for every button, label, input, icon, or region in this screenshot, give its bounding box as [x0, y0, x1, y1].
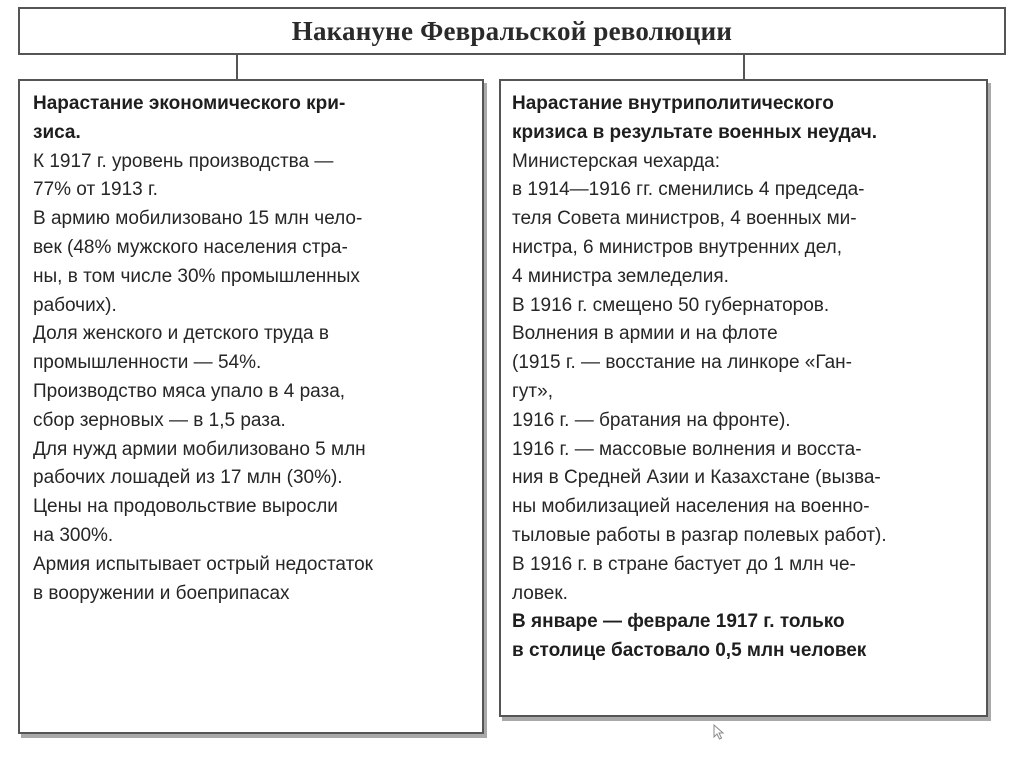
panel-line: рабочих). [33, 294, 117, 316]
panel-line: в вооружении и боеприпасах [33, 582, 290, 604]
panel-line: Волнения в армии и на флоте [512, 323, 778, 345]
political-crisis-panel [499, 79, 988, 717]
panel-line: зиса. [33, 121, 81, 143]
panel-line: Доля женского и детского труда в [33, 323, 329, 345]
connector-right [743, 55, 745, 82]
panel-line: сбор зерновых — в 1,5 раза. [33, 409, 286, 431]
panel-line: В 1916 г. смещено 50 губернаторов. [512, 294, 830, 316]
panel-line: в столице бастовало 0,5 млн человек [512, 640, 867, 662]
panel-line: кризиса в результате военных неудач. [512, 121, 878, 143]
connector-left [236, 55, 238, 82]
title-box [18, 7, 1006, 55]
panel-line: тыловые работы в разгар полевых работ). [512, 524, 887, 546]
panel-line: ны мобилизацией населения на военно- [512, 496, 870, 518]
diagram-title: Накануне Февральской революции [291, 15, 733, 46]
panel-line: 1916 г. — братания на фронте). [512, 409, 791, 431]
panel-line: на 300%. [33, 524, 114, 546]
panel-line: Нарастание экономического кри- [33, 93, 346, 114]
panel-line: рабочих лошадей из 17 млн (30%). [33, 467, 343, 489]
panel-line: В 1916 г. в стране бастует до 1 млн че- [512, 553, 856, 575]
panel-line: Для нужд армии мобилизовано 5 млн [33, 438, 366, 460]
panel-line: (1915 г. — восстание на линкоре «Ган- [512, 352, 852, 374]
panel-line: Нарастание внутриполитического [512, 93, 834, 114]
panel-line: ния в Средней Азии и Казахстане (вызва- [512, 467, 881, 489]
panel-line: ловек. [512, 582, 568, 604]
panel-line: Армия испытывает острый недостаток [33, 553, 373, 575]
mouse-pointer-icon [713, 724, 725, 740]
panel-line: Производство мяса упало в 4 раза, [33, 380, 346, 402]
panel-line: В январе — феврале 1917 г. только [512, 611, 845, 633]
panel-line: промышленности — 54%. [33, 352, 262, 374]
panel-line: нистра, 6 министров внутренних дел, [512, 236, 843, 258]
economic-crisis-panel [18, 79, 484, 734]
panel-line: 77% от 1913 г. [33, 179, 158, 201]
panel-line: Министерская чехарда: [512, 150, 720, 172]
panel-line: в 1914—1916 гг. сменились 4 председа- [512, 179, 865, 201]
panel-line: век (48% мужского населения стра- [33, 236, 348, 258]
panel-line: Цены на продовольствие выросли [33, 496, 338, 518]
panel-line: 4 министра земледелия. [512, 265, 729, 287]
panel-line: 1916 г. — массовые волнения и восста- [512, 438, 862, 460]
panel-line: гут», [512, 380, 553, 402]
panel-line: К 1917 г. уровень производства — [33, 150, 334, 172]
panel-line: В армию мобилизовано 15 млн чело- [33, 208, 363, 230]
panel-line: теля Совета министров, 4 военных ми- [512, 208, 857, 230]
panel-line: ны, в том числе 30% промышленных [33, 265, 360, 287]
